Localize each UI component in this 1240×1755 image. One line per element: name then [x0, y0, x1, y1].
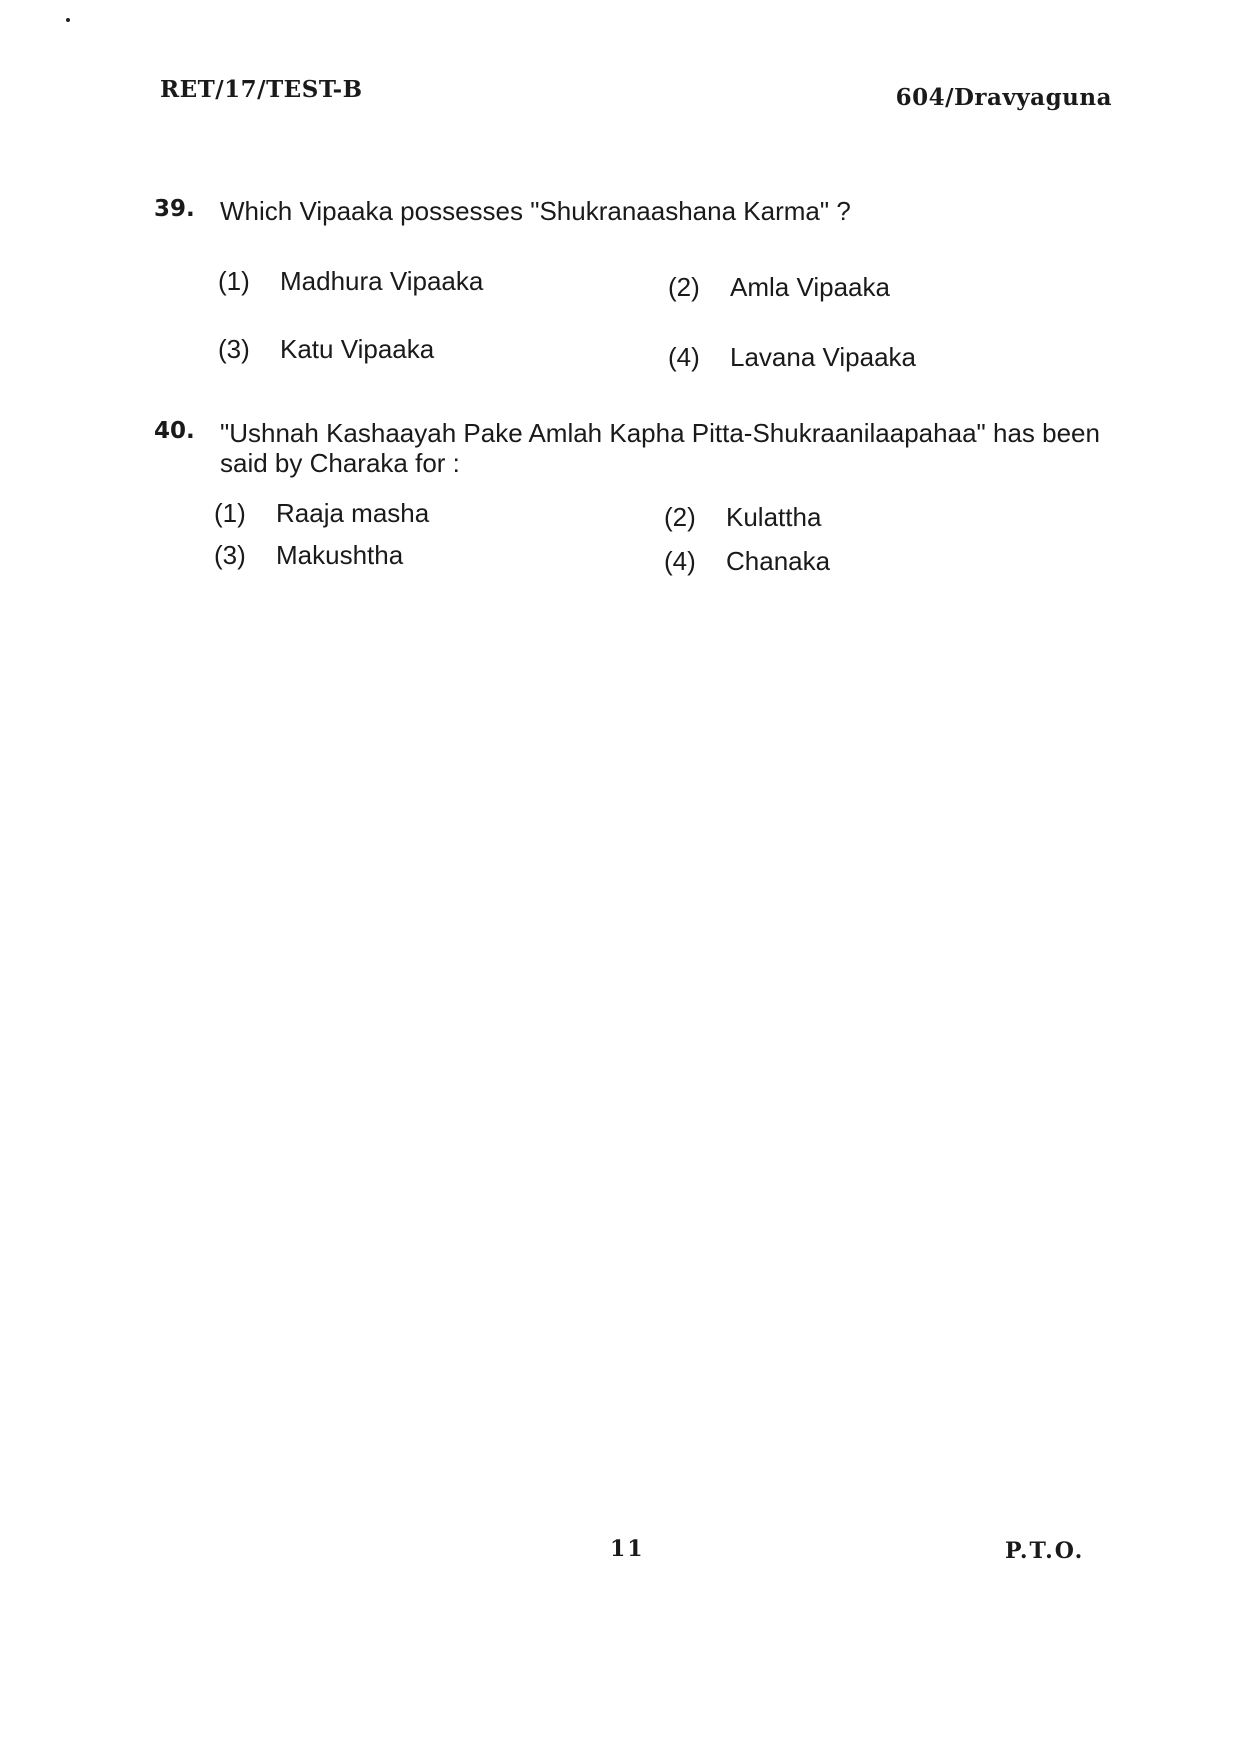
option-text: Madhura Vipaaka: [280, 266, 484, 296]
option-text: Raaja masha: [276, 498, 430, 528]
option-text: Amla Vipaaka: [730, 272, 890, 302]
question-text: "Ushnah Kashaayah Pake Amlah Kapha Pitta-Shukraanilaapahaa" has been said by Charaka for :: [220, 418, 1100, 478]
option-text: Chanaka: [726, 546, 831, 576]
option-number: (2): [668, 272, 700, 302]
question-number: 39.: [154, 196, 195, 222]
option-text: Lavana Vipaaka: [730, 342, 917, 372]
option-3: [214, 540, 403, 571]
subject-code: 604/Dravyaguna: [895, 84, 1112, 111]
option-number: (3): [218, 334, 250, 364]
question-text: Which Vipaaka possesses "Shukranaashana Karma" ?: [220, 196, 851, 226]
option-number: (1): [214, 498, 246, 528]
option-number: (4): [668, 342, 700, 372]
option-1: [214, 498, 429, 529]
option-3: [218, 334, 434, 365]
option-2: [668, 272, 890, 303]
option-number: (4): [664, 546, 696, 576]
paper-code: RET/17/TEST-B: [160, 76, 363, 103]
option-4: [668, 342, 916, 373]
question-number: 40.: [154, 418, 195, 444]
page-number: 11: [610, 1536, 645, 1562]
option-text: Katu Vipaaka: [280, 334, 435, 364]
option-1: [218, 266, 483, 297]
option-2: [664, 502, 821, 533]
option-number: (2): [664, 502, 696, 532]
option-text: Makushtha: [276, 540, 404, 570]
option-text: Kulattha: [726, 502, 822, 532]
option-number: (3): [214, 540, 246, 570]
option-4: [664, 546, 830, 577]
pto-label: P.T.O.: [1005, 1538, 1085, 1564]
option-number: (1): [218, 266, 250, 296]
scan-dot: [66, 18, 70, 22]
